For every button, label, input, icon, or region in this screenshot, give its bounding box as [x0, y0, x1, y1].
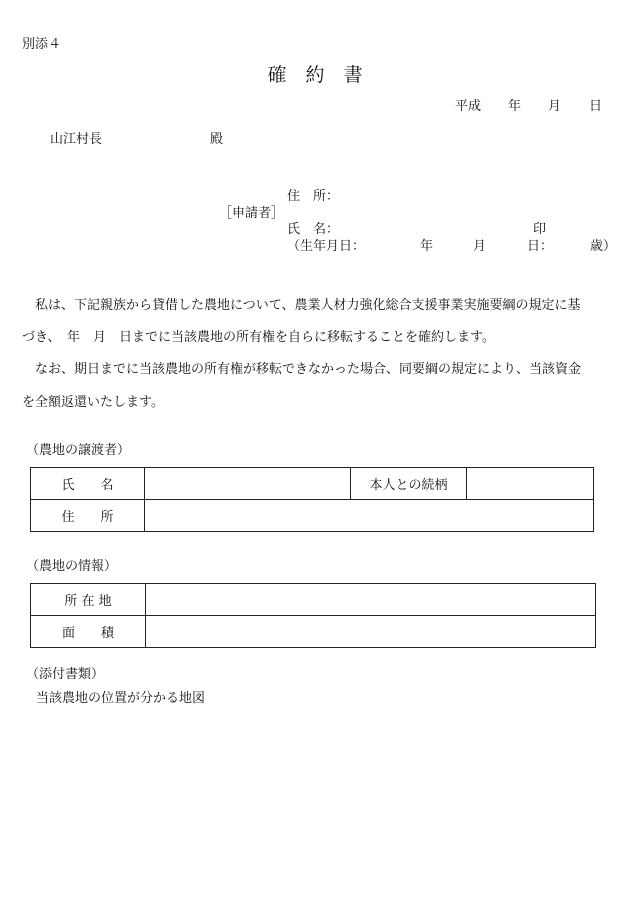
relation-field[interactable] — [467, 468, 594, 500]
transferor-address-field[interactable] — [145, 500, 594, 532]
farmland-table — [30, 583, 596, 648]
attachment-number: 別添４ — [22, 37, 62, 52]
attachments-heading: （添付書類） — [26, 667, 105, 682]
transferor-address-label: 住 所 — [31, 500, 145, 532]
body-line-1: 私は、下記親族から貸借した農地について、農業人材力強化総合支援事業実施要綱の規定に基 — [35, 298, 581, 313]
farmland-heading: （農地の情報） — [26, 559, 118, 574]
seal-mark: 印 — [533, 222, 547, 237]
addressee-name: 山江村長 — [50, 132, 103, 147]
birthdate-day: 日： — [527, 239, 554, 254]
transferor-name-field[interactable] — [145, 468, 351, 500]
applicant-address-label: 住 所： — [287, 189, 340, 204]
date-month: 月 — [548, 99, 562, 114]
document-title: 確 約 書 — [267, 64, 363, 86]
date-year: 年 — [508, 99, 522, 114]
location-label: 所 在 地 — [31, 584, 146, 616]
table-row — [31, 468, 594, 500]
area-field[interactable] — [146, 616, 596, 648]
birthdate-open: （生年月日： — [287, 239, 366, 254]
transferor-table — [30, 467, 594, 532]
applicant-label: ［申請者］ — [219, 206, 285, 221]
table-row — [31, 616, 596, 648]
transferor-heading: （農地の譲渡者） — [26, 443, 131, 458]
table-row — [31, 584, 596, 616]
age-label: 歳） — [590, 239, 617, 254]
relation-label: 本人との続柄 — [351, 468, 467, 500]
addressee-honorific: 殿 — [210, 132, 224, 147]
birthdate-month: 月 — [473, 239, 487, 254]
location-field[interactable] — [146, 584, 596, 616]
transferor-name-label: 氏 名 — [31, 468, 145, 500]
body-line-3: なお、期日までに当該農地の所有権が移転できなかった場合、同要綱の規定により、当該資金 — [35, 362, 582, 377]
applicant-name-label: 氏 名： — [287, 222, 340, 237]
date-day: 日 — [589, 99, 603, 114]
body-line-4: を全額返還いたします。 — [22, 395, 164, 410]
attachment-item: 当該農地の位置が分かる地図 — [36, 691, 206, 706]
birthdate-year: 年 — [420, 239, 434, 254]
table-row — [31, 500, 594, 532]
area-label: 面 積 — [31, 616, 146, 648]
body-line-2: づき、 年 月 日までに当該農地の所有権を自らに移転することを確約します。 — [22, 330, 495, 345]
date-era: 平成 — [455, 99, 482, 114]
